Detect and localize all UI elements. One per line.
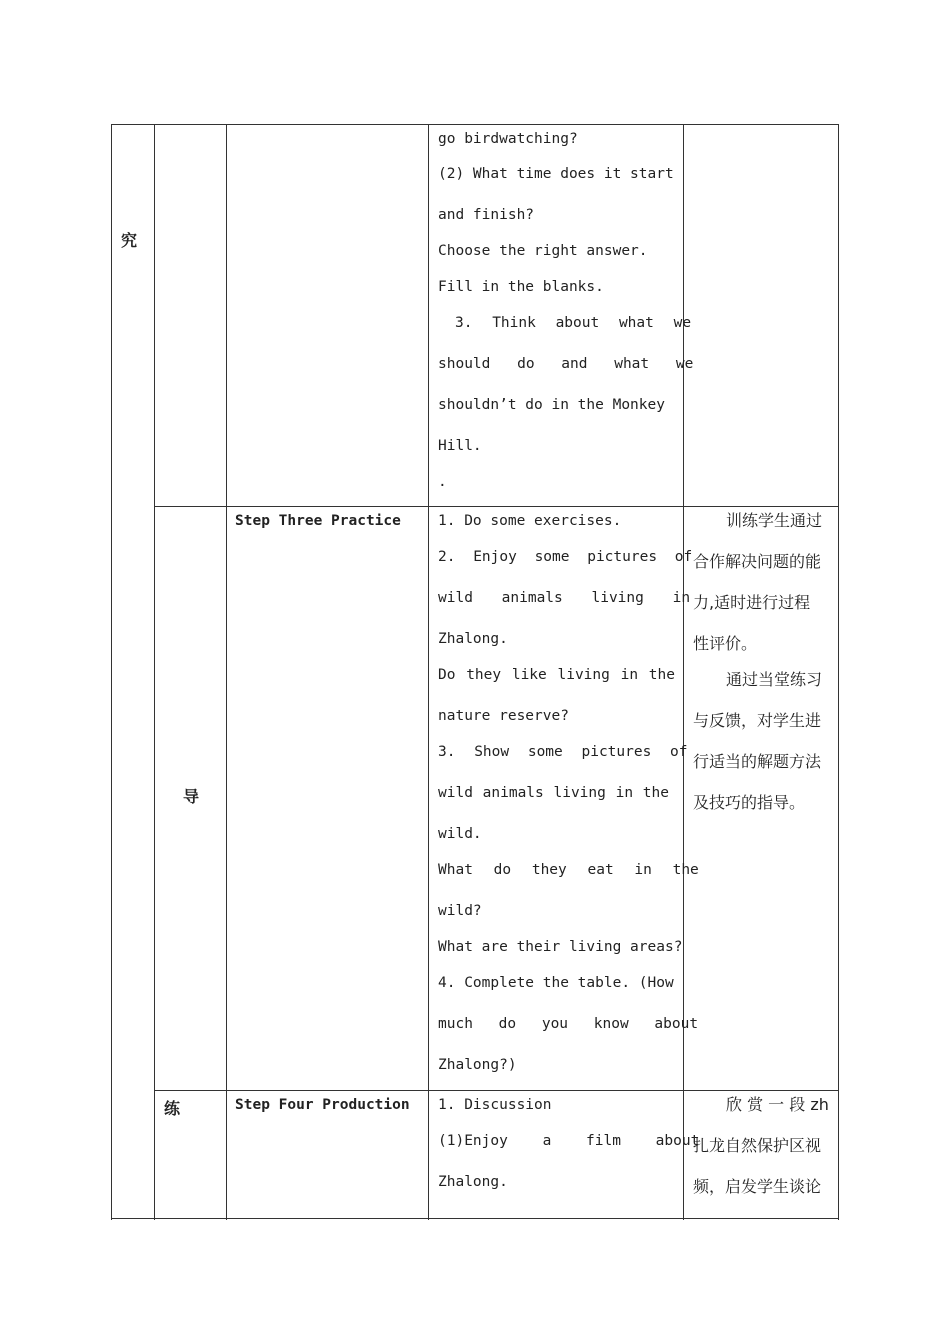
purpose-line: 力,适时进行过程: [693, 593, 811, 612]
activity-line: should do and what we: [438, 356, 694, 372]
activity-line: wild animals living in: [438, 590, 691, 606]
grid-line: [111, 124, 112, 1220]
purpose-line: 扎龙自然保护区视: [693, 1136, 822, 1155]
grid-line: [226, 124, 227, 1220]
purpose-line: 频，启发学生谈论: [693, 1177, 822, 1196]
activity-line: What do they eat in the: [438, 862, 699, 878]
grid-line: [683, 124, 684, 1220]
purpose-line: 行适当的解题方法: [693, 752, 822, 771]
purpose-line: 训练学生通过: [726, 511, 823, 530]
activity-line: Choose the right answer.: [438, 243, 648, 259]
activity-line: 2. Enjoy some pictures of: [438, 549, 693, 565]
activity-line: 4. Complete the table. (How: [438, 975, 674, 991]
grid-line: [154, 506, 839, 507]
activity-line: .: [438, 474, 447, 490]
grid-line: [111, 1218, 839, 1219]
activity-line: 1. Discussion: [438, 1097, 552, 1113]
purpose-line: 欣 赏 一 段 zh: [726, 1095, 829, 1114]
row-label-dao: 导: [183, 787, 200, 806]
activity-line: 3. Think about what we: [455, 315, 692, 331]
activity-line: Zhalong.: [438, 1174, 508, 1190]
activity-line: nature reserve?: [438, 708, 569, 724]
step-label: Step Four Production: [235, 1097, 410, 1113]
purpose-line: 通过当堂练习: [726, 670, 823, 689]
activity-line: What are their living areas?: [438, 939, 683, 955]
step-label: Step Three Practice: [235, 513, 401, 529]
purpose-line: 与反馈，对学生进: [693, 711, 822, 730]
activity-line: Zhalong?): [438, 1057, 517, 1073]
activity-line: go birdwatching?: [438, 131, 578, 147]
row-label-jiu: 究: [121, 231, 138, 250]
grid-line: [111, 124, 839, 125]
activity-line: Do they like living in the: [438, 667, 675, 683]
activity-line: shouldn’t do in the Monkey: [438, 397, 665, 413]
activity-line: [438, 165, 674, 183]
activity-line: (1)Enjoy a film about: [438, 1133, 700, 1149]
activity-line: wild?: [438, 903, 482, 919]
purpose-line: 及技巧的指导。: [693, 793, 806, 812]
grid-line: [154, 124, 155, 1220]
activity-line: 1. Do some exercises.: [438, 513, 622, 529]
grid-line: [154, 1090, 839, 1091]
activity-line: wild.: [438, 826, 482, 842]
grid-line: [428, 124, 429, 1220]
activity-line: Hill.: [438, 438, 482, 454]
activity-line: much do you know about: [438, 1016, 699, 1032]
activity-line: Zhalong.: [438, 631, 508, 647]
activity-line-text: (2) What time does it start: [438, 166, 674, 182]
activity-line: and finish?: [438, 207, 535, 223]
grid-line: [838, 124, 839, 1220]
purpose-line: 合作解决问题的能: [693, 552, 822, 571]
activity-line: 3. Show some pictures of: [438, 744, 688, 760]
row-label-lian: 练: [164, 1099, 181, 1118]
purpose-line: 性评价。: [693, 634, 758, 653]
activity-line: wild animals living in the: [438, 785, 669, 801]
activity-line: Fill in the blanks.: [438, 279, 604, 295]
